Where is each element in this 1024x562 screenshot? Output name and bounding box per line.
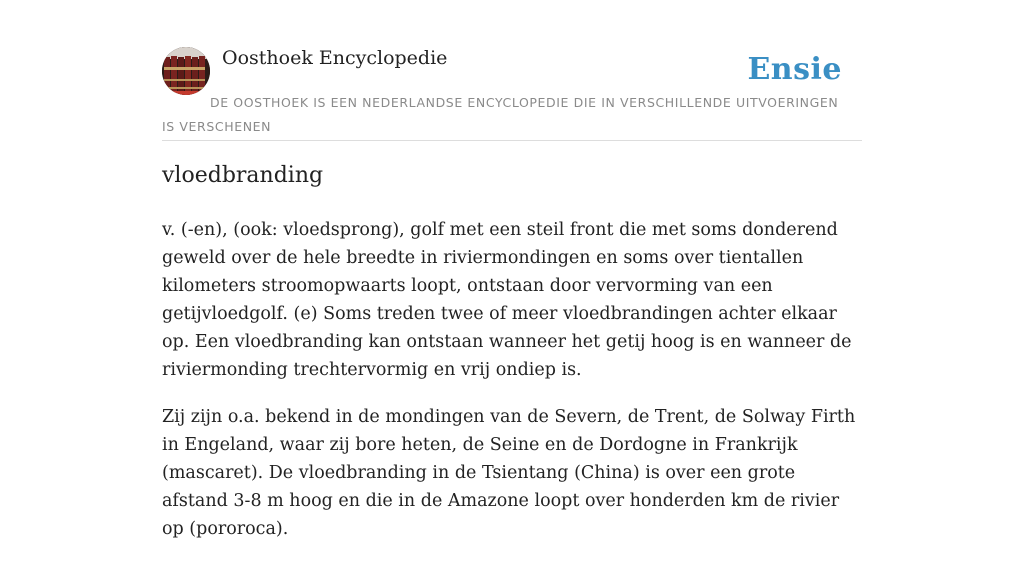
site-title[interactable]: Oosthoek Encyclopedie bbox=[222, 47, 448, 69]
entry-title: vloedbranding bbox=[162, 163, 324, 188]
site-header bbox=[162, 46, 862, 141]
entry-content bbox=[162, 216, 862, 562]
books-image-icon bbox=[162, 47, 210, 95]
ensie-logo[interactable]: Ensie bbox=[747, 52, 842, 87]
site-subtitle: DE OOSTHOEK IS EEN NEDERLANDSE ENCYCLOPEDIE DIE IN VERSCHILLENDE UITVOERINGEN IS VERSCHENEN bbox=[162, 95, 839, 134]
encyclopedia-avatar[interactable] bbox=[162, 47, 210, 95]
entry-paragraph: Zij zijn o.a. bekend in de mondingen van de Severn, de Trent, de Solway Firth in Engeland, waar zij bore heten, de Seine en de Dordogne in Frankrijk (mascaret). De vloedbranding in de Tsientang (China) is over een grote afstand 3-8 m hoog en die in de Amazone loopt over honderden km de rivier op (pororoca). bbox=[162, 407, 856, 539]
entry-paragraph: v. (-en), (ook: vloedsprong), golf met een steil front die met soms donderend geweld over de hele breedte in riviermondingen en soms over tientallen kilometers stroomopwaarts loopt, ontstaan door vervorming van een getijvloedgolf. (e) Soms treden twee of meer vloedbrandingen achter elkaar op. Een vloedbranding kan ontstaan wanneer het getij hoog is en wanneer de riviermonding trechtervormig en vrij ondiep is. bbox=[162, 220, 852, 380]
